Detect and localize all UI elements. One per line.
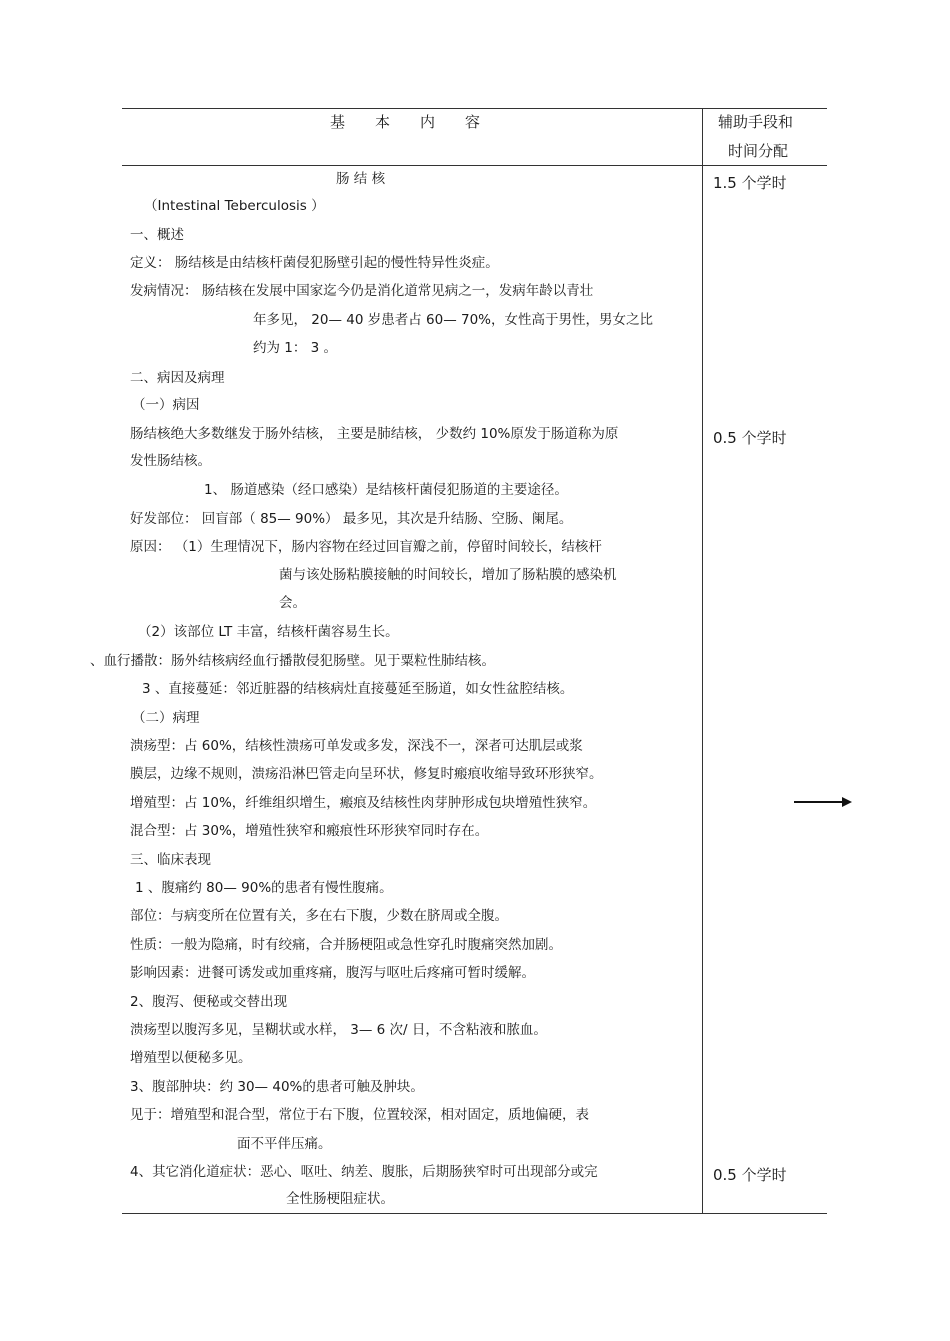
content-line: 溃疡型：占 60%，结核性溃疡可单发或多发，深浅不一，深者可达肌层或浆 <box>130 738 583 754</box>
content-line: 2、腹泻、便秘或交替出现 <box>130 994 288 1010</box>
content-line: 性质：一般为隐痛，时有绞痛，合并肠梗阻或急性穿孔时腹痛突然加剧。 <box>130 937 562 953</box>
content-line: 增殖型以便秘多见。 <box>130 1050 252 1066</box>
content-line: 三、临床表现 <box>130 852 211 868</box>
content-line: 溃疡型以腹泻多见，呈糊状或水样， 3— 6 次/ 日，不含粘液和脓血。 <box>130 1022 547 1038</box>
lesson-title: 肠 结 核 <box>336 171 386 187</box>
content-line: 1、 肠道感染（经口感染）是结核杆菌侵犯肠道的主要途径。 <box>204 482 568 498</box>
table-bottom-rule <box>122 1213 827 1214</box>
content-line: 4、其它消化道症状：恶心、呕吐、纳差、腹胀，后期肠狭窄时可出现部分或完 <box>130 1164 598 1180</box>
content-line: 发病情况： 肠结核在发展中国家迄今仍是消化道常见病之一，发病年龄以青壮 <box>130 283 594 299</box>
content-line: 增殖型：占 10%，纤维组织增生，瘢痕及结核性肉芽肿形成包块增殖性狭窄。 <box>130 795 597 811</box>
content-line: 面不平伴压痛。 <box>237 1136 332 1152</box>
content-column-header: 基 本 内 容 <box>330 113 481 131</box>
content-line: 影响因素：进餐可诱发或加重疼痛，腹泻与呕吐后疼痛可暂时缓解。 <box>130 965 535 981</box>
content-line: 1 、腹痛约 80— 90%的患者有慢性腹痛。 <box>135 880 393 896</box>
content-line: 原因： （1）生理情况下，肠内容物在经过回盲瓣之前，停留时间较长，结核杆 <box>130 539 602 555</box>
content-line: 膜层，边缘不规则，溃疡沿淋巴管走向呈环状，修复时瘢痕收缩导致环形狭窄。 <box>130 766 603 782</box>
content-line: 部位：与病变所在位置有关，多在右下腹，少数在脐周或全腹。 <box>130 908 508 924</box>
time-allocation-2: 0.5 个学时 <box>713 429 787 447</box>
content-line: 年多见， 20— 40 岁患者占 60— 70%，女性高于男性，男女之比 <box>253 312 653 328</box>
content-line: 3 、直接蔓延：邻近脏器的结核病灶直接蔓延至肠道，如女性盆腔结核。 <box>142 681 574 697</box>
header-bottom-rule <box>122 165 827 166</box>
content-line: 肠结核绝大多数继发于肠外结核， 主要是肺结核， 少数约 10%原发于肠道称为原 <box>130 426 619 442</box>
content-line: 混合型：占 30%，增殖性狭窄和瘢痕性环形狭窄同时存在。 <box>130 823 489 839</box>
content-line: 、血行播散：肠外结核病经血行播散侵犯肠壁。见于粟粒性肺结核。 <box>90 653 495 669</box>
content-line: 好发部位： 回盲部（ 85— 90%） 最多见，其次是升结肠、空肠、阑尾。 <box>130 511 573 527</box>
column-divider <box>702 108 703 1214</box>
time-allocation-1: 1.5 个学时 <box>713 174 787 192</box>
content-line: 菌与该处肠粘膜接触的时间较长，增加了肠粘膜的感染机 <box>279 567 617 583</box>
content-line: 定义： 肠结核是由结核杆菌侵犯肠壁引起的慢性特异性炎症。 <box>130 255 499 271</box>
content-line: （2）该部位 LT 丰富，结核杆菌容易生长。 <box>138 624 399 640</box>
lesson-subtitle: （Intestinal Teberculosis ） <box>144 198 325 214</box>
arrow-right-icon <box>794 795 856 809</box>
content-line: 发性肠结核。 <box>130 453 211 469</box>
content-line: 见于：增殖型和混合型，常位于右下腹，位置较深，相对固定，质地偏硬，表 <box>130 1107 589 1123</box>
side-column-header-line2: 时间分配 <box>728 142 789 160</box>
time-allocation-3: 0.5 个学时 <box>713 1166 787 1184</box>
content-line: （二）病理 <box>132 710 200 726</box>
content-line: 约为 1： 3 。 <box>253 340 338 356</box>
content-line: （一）病因 <box>132 397 200 413</box>
table-top-rule <box>122 108 827 109</box>
content-line: 一、概述 <box>130 227 184 243</box>
content-line: 会。 <box>279 595 306 611</box>
content-line: 全性肠梗阻症状。 <box>286 1191 394 1207</box>
content-line: 二、病因及病理 <box>130 370 225 386</box>
content-line: 3、腹部肿块：约 30— 40%的患者可触及肿块。 <box>130 1079 424 1095</box>
side-column-header-line1: 辅助手段和 <box>718 113 794 131</box>
